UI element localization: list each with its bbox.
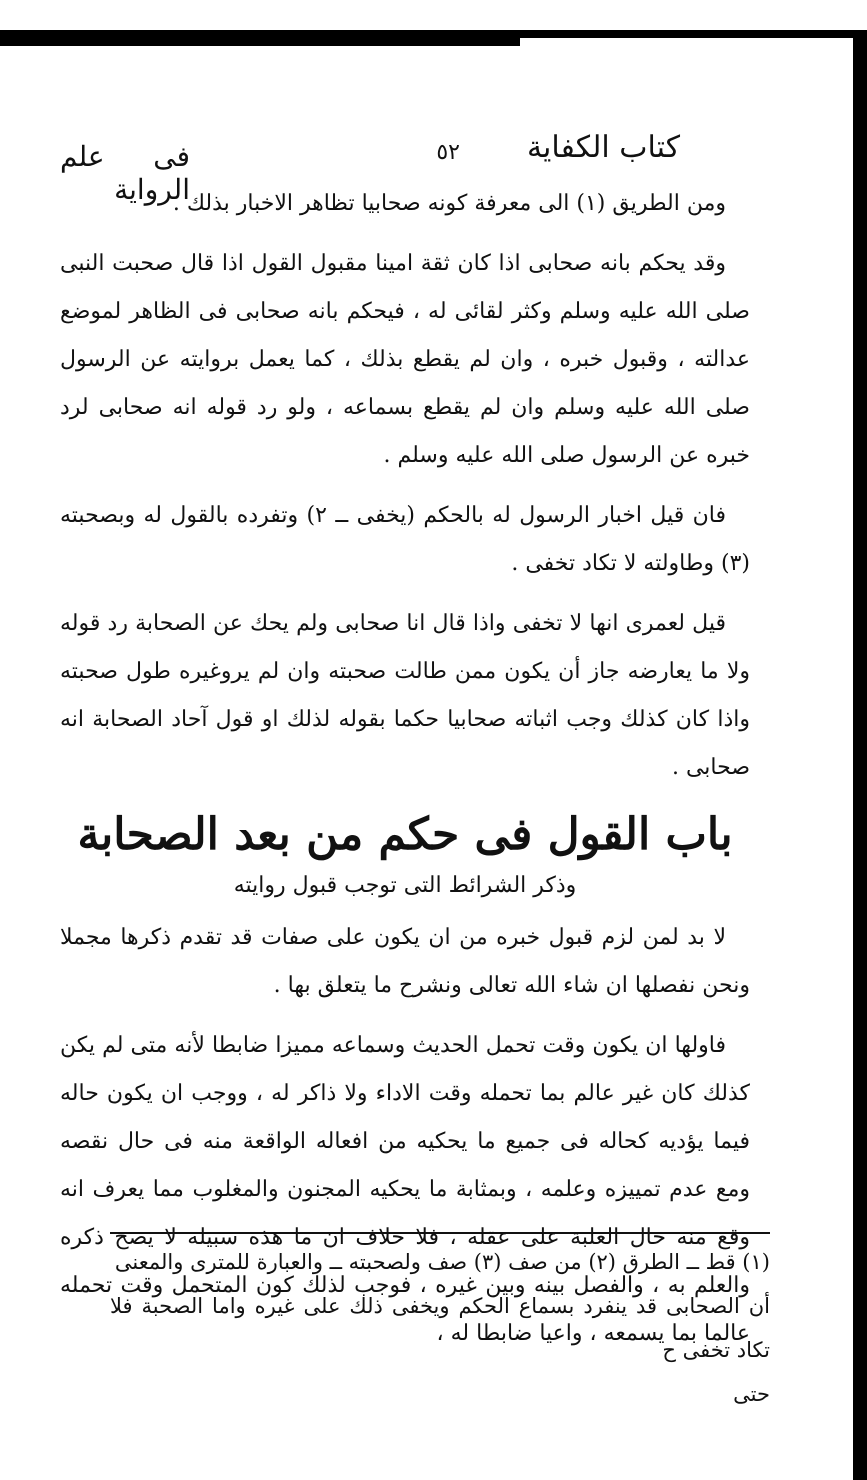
footnotes (110, 1240, 770, 1416)
paragraph-4: قيل لعمرى انها لا تخفى واذا قال انا صحابى ولم يحك عن الصحابة رد قوله ولا ما يعارضه جاز أن يكون ممن طالت صحبته وان لم يروغيره طول صحبته واذا كان كذلك وجب اثباته صحابيا حكما بقوله لذلك او قول آحاد الصحابة انه صحابى . (60, 611, 750, 780)
chapter-title: باب القول فى حكم من بعد الصحابة (77, 809, 733, 860)
footnote-line-3: حتى (733, 1382, 770, 1406)
page-number: ٥٢ (436, 140, 460, 165)
footnote-divider (110, 1232, 770, 1234)
paragraph-1: ومن الطريق (١) الى معرفة كونه صحابيا تظاهر الاخبار بذلك . (172, 191, 726, 216)
scan-border-top-right (520, 30, 867, 38)
page-body (60, 110, 750, 1370)
chapter-subtitle: وذكر الشرائط التى توجب قبول روايته (233, 873, 577, 898)
footnote-line-2: أن الصحابى قد ينفرد بسماع الحكم ويخفى ذلك على غيره واما الصحبة فلا تكاد تخفى ح (110, 1294, 770, 1362)
paragraph-5: لا بد لمن لزم قبول خبره من ان يكون على صفات قد تقدم ذكرها مجملا ونحن نفصلها ان شاء الله تعالى ونشرح ما يتعلق بها . (60, 925, 750, 998)
paragraph-2: وقد يحكم بانه صحابى اذا كان ثقة امينا مقبول القول اذا قال صحبت النبى صلى الله عليه وسلم وكثر لقائى له ، فيحكم بانه صحابى فى الظاهر لموضع عدالته ، وقبول خبره ، وان لم يقطع بذلك ، كما يعمل بروايته عن الرسول صلى الله عليه وسلم وان لم يقطع بسماعه ، ولو رد قوله انه صحابى لرد خبره عن الرسول صلى الله عليه وسلم . (60, 251, 750, 468)
book-title: كتاب الكفاية (526, 130, 680, 165)
scan-border-right (853, 30, 867, 1480)
scan-border-top (0, 30, 520, 46)
book-subtitle: فى علم الرواية (60, 140, 190, 206)
paragraph-3: فان قيل اخبار الرسول له بالحكم (يخفى ــ ٢) وتفرده بالقول له وبصحبته (٣) وطاولته لا تكاد تخفى . (60, 503, 750, 576)
footnote-line-1: (١) قط ــ الطرق (٢) من صف (٣) صف ولصحبته ــ والعبارة للمترى والمعنى (114, 1250, 770, 1274)
paragraph-6: فاولها ان يكون وقت تحمل الحديث وسماعه مميزا ضابطا لأنه متى لم يكن كذلك كان غير عالم بما تحمله وقت الاداء ولا ذاكر له ، ووجب ان يكون حاله فيما يؤديه كحاله فى جميع ما يحكيه من افعاله الواقعة منه فى حال نقصه ومع عدم تمييزه وعلمه ، وبمثابة ما يحكيه المجنون والمغلوب مما يعرف انه وقع منه حال الغلبة على عقله ، فلا خلاف ان ما هذه سبيله لا يصح ذكره والعلم به ، والفصل بينه وبين غيره ، فوجب لذلك كون المتحمل وقت تحمله عالما بما يسمعه ، واعيا ضابطا له ، (60, 1033, 750, 1346)
